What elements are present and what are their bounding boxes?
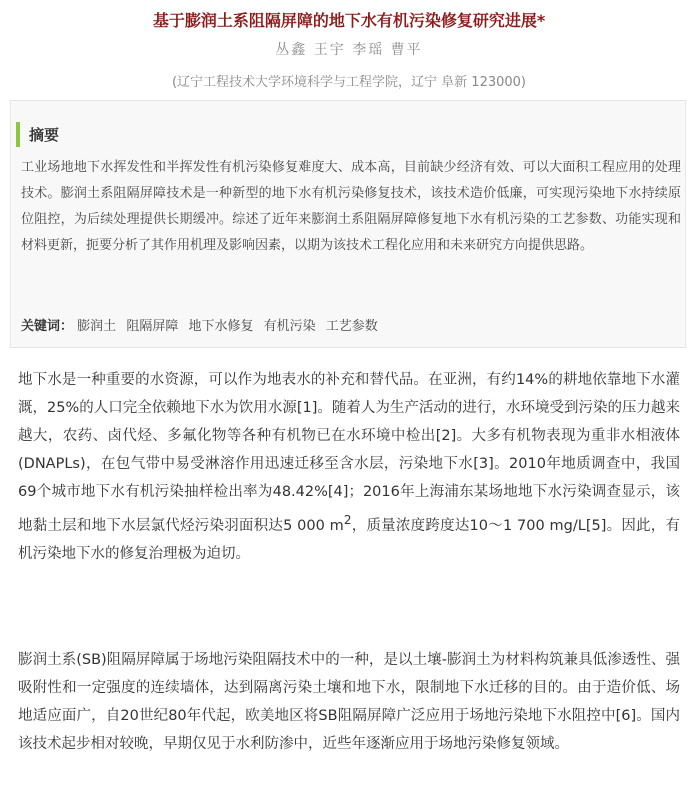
article-authors: 丛鑫 王宇 李瑶 曹平: [275, 42, 423, 58]
keyword: 阻隔屏障: [126, 319, 179, 334]
article-affiliation: (辽宁工程技术大学环境科学与工程学院，辽宁 阜新 123000): [171, 75, 527, 90]
body-paragraph-1: [18, 366, 680, 568]
abstract-heading: 摘要: [29, 126, 60, 144]
keyword: 工艺参数: [325, 319, 378, 334]
keywords-line: [21, 315, 681, 339]
keyword: 地下水修复: [188, 319, 254, 334]
body-paragraph-2: 膨润土系(SB)阻隔屏障属于场地污染阻隔技术中的一种，是以土壤-膨润土为材料构筑兼具低渗透性、强吸附性和一定强度的连续墙体，达到隔离污染土壤和地下水，限制地下水迁移的目的。由于造价低、场地适应面广，自20世纪80年代起，欧美地区将SB阻隔屏障广泛应用于场地污染地下水阻控中[6]。国内该技术起步相对较晚，早期仅见于水利防渗中，近些年逐渐应用于场地污染修复领域。: [18, 652, 680, 752]
keyword: 膨润土: [77, 319, 117, 334]
abstract-text: 工业场地地下水挥发性和半挥发性有机污染修复难度大、成本高，目前缺少经济有效、可以大面积工程应用的处理技术。膨润土系阻隔屏障技术是一种新型的地下水有机污染修复技术，该技术造价低廉，可实现污染地下水持续原位阻控，为后续处理提供长期缓冲。综述了近年来膨润土系阻隔屏障修复地下水有机污染的工艺参数、功能实现和材料更新，扼要分析了其作用机理及影响因素，以期为该技术工程化应用和未来研究方向提供思路。: [21, 160, 681, 253]
article-title: 基于膨润土系阻隔屏障的地下水有机污染修复研究进展*: [152, 11, 546, 30]
paragraph-text: ，质量浓度跨度达10～1 700 mg/L[5]。因此，有机污染地下水的修复治理极为迫切。: [18, 517, 681, 562]
paragraph-text: 地下水是一种重要的水资源，可以作为地表水的补充和替代品。在亚洲，有约14%的耕地依靠地下水灌溉，25%的人口完全依赖地下水为饮用水源[1]。随着人为生产活动的进行，水环境受到污染的压力越来越大，农药、卤代烃、多氟化物等各种有机物已在水环境中检出[2]。大多有机物表现为重非水相液体(DNAPLs)，在包气带中易受淋溶作用迅速迁移至含水层，污染地下水[3]。2010年地质调查中，我国69个城市地下水有机污染抽样检出率为48.42%[4]；2016年上海浦东某场地地下水污染调查显示，该地黏土层和地下水层氯代烃污染羽面积达5 000 m: [18, 372, 680, 534]
superscript-exponent: 2: [343, 513, 352, 527]
abstract-box: [10, 100, 686, 348]
abstract-accent-bar: [16, 122, 20, 147]
keywords-label: 关键词：: [21, 319, 74, 334]
keyword: 有机污染: [263, 319, 316, 334]
